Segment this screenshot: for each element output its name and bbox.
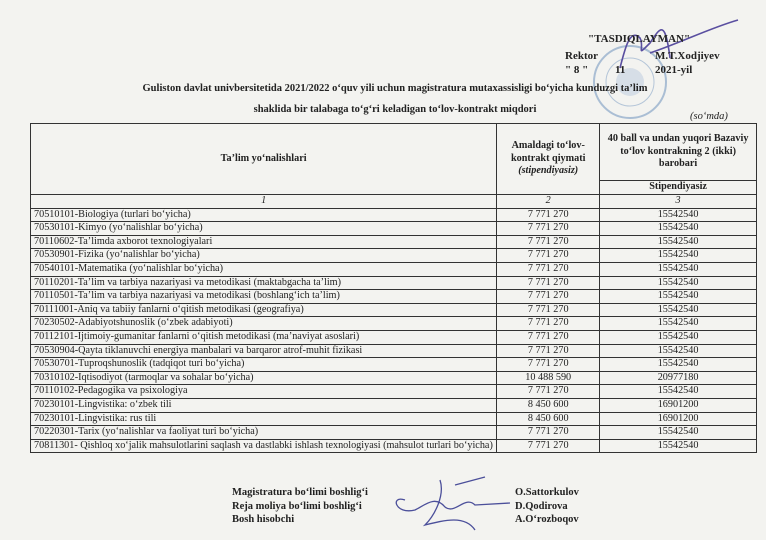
table-row [31,398,757,412]
header-double-fee: 40 ball va undan yuqori Bazaviy to‘lov kontrakning 2 (ikki) barobari [600,124,757,181]
direction-cell: 70230502-Adabiyotshunoslik (o‘zbek adabiyoti) [31,317,497,331]
direction-cell: 70111001-Aniq va tabiiy fanlarni o‘qitish metodikasi (geografiya) [31,303,497,317]
signatory-role: Magistratura bo‘limi boshlig‘i [232,487,368,498]
signatory-role: Reja moliya bo‘limi boshlig‘i [232,500,362,512]
contract-fee-table [30,123,757,453]
table-row [31,290,757,304]
current-fee-cell: 7 771 270 [497,385,600,399]
signatory-name: D.Qodirova [515,500,568,512]
signatory-roles [232,486,368,527]
double-fee-cell: 15542540 [600,439,757,453]
double-fee-cell: 15542540 [600,208,757,222]
current-fee-cell: 7 771 270 [497,262,600,276]
double-fee-cell: 15542540 [600,358,757,372]
current-fee-cell: 7 771 270 [497,235,600,249]
signatory-name: O.Sattorkulov [515,487,579,498]
header-directions: Ta’lim yo‘nalishlari [31,124,497,195]
double-fee-cell: 15542540 [600,262,757,276]
direction-cell: 70110102-Pedagogika va psixologiya [31,385,497,399]
header-current-fee-note: (stipendiyasiz) [518,165,579,177]
current-fee-cell: 7 771 270 [497,290,600,304]
current-fee-cell: 7 771 270 [497,358,600,372]
signatory-role: Bosh hisobchi [232,514,295,525]
double-fee-cell: 15542540 [600,276,757,290]
direction-cell: 70112101-Ijtimoiy-gumanitar fanlarni o‘qitish metodikasi (ma’naviyat asoslari) [31,330,497,344]
current-fee-cell: 7 771 270 [497,317,600,331]
table-row [31,426,757,440]
signatory-name: A.O‘rozboqov [515,514,579,525]
currency-unit: (so‘mda) [690,111,728,122]
table-row [31,235,757,249]
current-fee-cell: 7 771 270 [497,276,600,290]
table-row [31,439,757,453]
approval-role: Rektor [565,50,598,62]
table-row [31,330,757,344]
direction-cell: 70811301- Qishloq xo‘jalik mahsulotlarini saqlash va dastlabki ishlash texnologiyasi (mahsulot turlari bo‘yicha) [31,439,497,453]
double-fee-cell: 15542540 [600,344,757,358]
current-fee-cell: 8 450 600 [497,398,600,412]
header-current-fee [497,124,600,195]
direction-cell: 70310102-Iqtisodiyot (tarmoqlar va sohalar bo‘yicha) [31,371,497,385]
document-title [60,78,730,120]
header-current-fee-label: Amaldagi to‘lov-kontrakt qiymati [510,140,586,164]
approval-year: 2021-yil [655,64,693,76]
current-fee-cell: 8 450 600 [497,412,600,426]
table-row [31,249,757,263]
approval-date-day: " 8 " [565,64,589,76]
current-fee-cell: 7 771 270 [497,208,600,222]
double-fee-cell: 16901200 [600,398,757,412]
direction-cell: 70110602-Ta’limda axborot texnologiyalari [31,235,497,249]
double-fee-cell: 15542540 [600,330,757,344]
current-fee-cell: 7 771 270 [497,303,600,317]
table-row [31,317,757,331]
table-row [31,412,757,426]
table-row [31,303,757,317]
direction-cell: 70530904-Qayta tiklanuvchi energiya manbalari va barqaror atrof-muhit fizikasi [31,344,497,358]
current-fee-cell: 7 771 270 [497,439,600,453]
direction-cell: 70110201-Ta’lim va tarbiya nazariyasi va metodikasi (maktabgacha ta’lim) [31,276,497,290]
index-3: 3 [600,195,757,209]
current-fee-cell: 7 771 270 [497,249,600,263]
direction-cell: 70220301-Tarix (yo‘nalishlar va faoliyat turi bo‘yicha) [31,426,497,440]
direction-cell: 70230101-Lingvistika: rus tili [31,412,497,426]
current-fee-cell: 7 771 270 [497,344,600,358]
double-fee-cell: 15542540 [600,303,757,317]
index-2: 2 [497,195,600,209]
double-fee-cell: 15542540 [600,249,757,263]
index-1: 1 [31,195,497,209]
approval-name: M.T.Xodjiyev [655,50,720,62]
current-fee-cell: 10 488 590 [497,371,600,385]
table-row [31,358,757,372]
double-fee-cell: 15542540 [600,426,757,440]
double-fee-cell: 16901200 [600,412,757,426]
title-line-1: Guliston davlat univbersitetida 2021/2022 o‘quv yili uchun magistratura mutaxassisligi bo‘yicha kunduzgi ta’lim [142,83,648,94]
header-double-fee-sub: Stipendiyasiz [600,181,757,195]
double-fee-cell: 15542540 [600,385,757,399]
signatory-names [515,486,579,527]
double-fee-cell: 15542540 [600,290,757,304]
table-row [31,262,757,276]
current-fee-cell: 7 771 270 [497,426,600,440]
table-row [31,371,757,385]
direction-cell: 70540101-Matematika (yo‘nalishlar bo‘yicha) [31,262,497,276]
direction-cell: 70230101-Lingvistika: o‘zbek tili [31,398,497,412]
current-fee-cell: 7 771 270 [497,222,600,236]
direction-cell: 70530901-Fizika (yo‘nalishlar bo‘yicha) [31,249,497,263]
double-fee-cell: 20977180 [600,371,757,385]
approval-heading: "TASDIQLAYMAN" [588,33,691,45]
direction-cell: 70510101-Biologiya (turlari bo‘yicha) [31,208,497,222]
title-line-2: shaklida bir talabaga to‘g‘ri keladigan to‘lov-kontrakt miqdori [253,104,537,115]
direction-cell: 70110501-Ta’lim va tarbiya nazariyasi va metodikasi (boshlang‘ich ta’lim) [31,290,497,304]
double-fee-cell: 15542540 [600,235,757,249]
double-fee-cell: 15542540 [600,222,757,236]
table-row [31,208,757,222]
table-row [31,276,757,290]
direction-cell: 70530101-Kimyo (yo‘nalishlar bo‘yicha) [31,222,497,236]
signatures [385,475,515,535]
table-row [31,385,757,399]
approval-date-month: 11 [615,64,626,76]
table-row [31,344,757,358]
table-row [31,222,757,236]
current-fee-cell: 7 771 270 [497,330,600,344]
double-fee-cell: 15542540 [600,317,757,331]
direction-cell: 70530701-Tuproqshunoslik (tadqiqot turi bo‘yicha) [31,358,497,372]
